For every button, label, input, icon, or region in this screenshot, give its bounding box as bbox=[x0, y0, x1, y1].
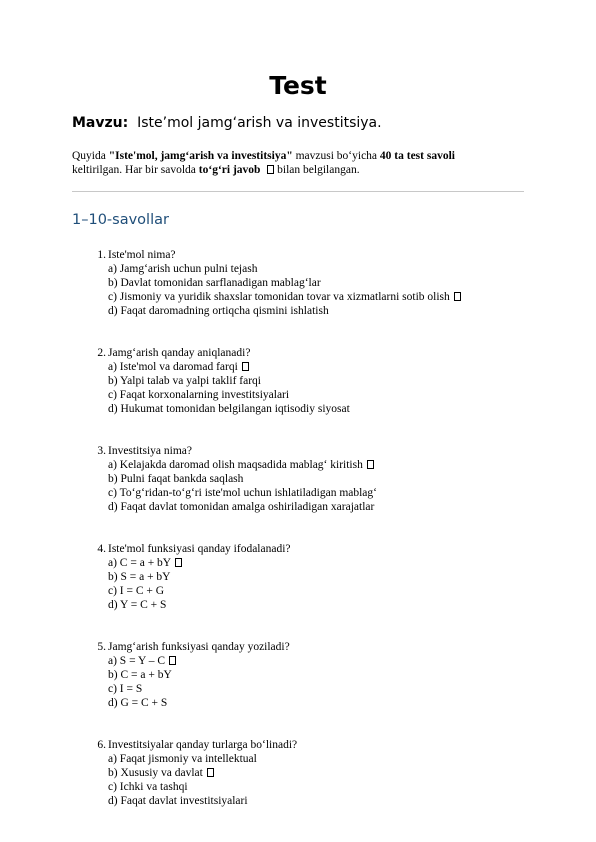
question-number: 4. bbox=[97, 543, 106, 555]
answer-option-text: c) To‘g‘ridan-to‘g‘ri iste'mol uchun ishlatiladigan mablag‘ bbox=[108, 487, 377, 499]
answer-option-text: c) Faqat korxonalarning investitsiyalari bbox=[108, 389, 290, 401]
answer-option bbox=[108, 794, 248, 808]
answer-option-text: a) Jamg‘arish uchun pulni tejash bbox=[108, 263, 258, 275]
answer-option-text: a) Faqat jismoniy va intellektual bbox=[108, 753, 257, 765]
answer-option bbox=[108, 598, 166, 612]
answer-option bbox=[108, 290, 461, 304]
answer-option bbox=[108, 682, 142, 696]
correct-answer-box-icon bbox=[454, 292, 461, 301]
answer-option bbox=[108, 556, 182, 570]
answer-option bbox=[108, 668, 172, 682]
answer-option bbox=[108, 654, 176, 668]
answer-option bbox=[108, 486, 377, 500]
intro-bold-topic: "Iste'mol, jamg‘arish va investitsiya" bbox=[108, 150, 293, 162]
answer-option-text: c) I = C + G bbox=[108, 585, 165, 597]
intro-text: bilan belgilangan. bbox=[274, 164, 360, 176]
answer-option bbox=[108, 374, 261, 388]
correct-answer-box-icon bbox=[207, 768, 214, 777]
answer-option-text: b) Pulni faqat bankda saqlash bbox=[108, 473, 244, 485]
section-heading: 1–10-savollar bbox=[72, 212, 169, 228]
answer-option-text: d) Faqat davlat investitsiyalari bbox=[108, 795, 248, 807]
answer-option bbox=[108, 766, 214, 780]
intro-bold-answer: to‘g‘ri javob bbox=[198, 164, 261, 176]
topic-line bbox=[72, 114, 382, 132]
answer-option-text: a) S = Y – C bbox=[108, 655, 166, 667]
answer-option-text: d) Faqat davlat tomonidan amalga oshiriladigan xarajatlar bbox=[108, 501, 375, 513]
answer-option bbox=[108, 500, 374, 514]
answer-option bbox=[108, 458, 374, 472]
question-number: 5. bbox=[97, 641, 106, 653]
question-text: Jamg‘arish funksiyasi qanday yoziladi? bbox=[108, 641, 290, 653]
topic-label: Mavzu: bbox=[72, 115, 129, 131]
divider bbox=[72, 191, 524, 192]
question-number: 3. bbox=[97, 445, 106, 457]
question-text: Investitsiyalar qanday turlarga bo‘linadi? bbox=[108, 739, 298, 751]
answer-option-text: d) Hukumat tomonidan belgilangan iqtisodiy siyosat bbox=[108, 403, 350, 415]
answer-option bbox=[108, 276, 321, 290]
question-text: Iste'mol funksiyasi qanday ifodalanadi? bbox=[108, 543, 291, 555]
intro-text: mavzusi bo‘yicha bbox=[292, 150, 380, 162]
answer-option-text: b) Xususiy va davlat bbox=[108, 767, 203, 779]
intro-bold-count: 40 ta test savoli bbox=[379, 150, 455, 162]
answer-option bbox=[108, 388, 289, 402]
intro-text: keltirilgan. Har bir savolda bbox=[72, 164, 199, 176]
answer-option-text: b) S = a + bY bbox=[108, 571, 171, 583]
correct-answer-box-icon bbox=[242, 362, 249, 371]
intro-text: Quyida bbox=[72, 150, 109, 162]
answer-option bbox=[108, 360, 249, 374]
answer-option-text: a) Kelajakda daromad olish maqsadida mablag‘ kiritish bbox=[108, 459, 363, 471]
answer-option-text: a) C = a + bY bbox=[108, 557, 172, 569]
intro-line-1 bbox=[72, 149, 532, 163]
answer-option-text: a) Iste'mol va daromad farqi bbox=[108, 361, 238, 373]
question-text: Iste'mol nima? bbox=[108, 249, 176, 261]
answer-option bbox=[108, 780, 188, 794]
answer-option-text: d) Faqat daromadning ortiqcha qismini ishlatish bbox=[108, 305, 329, 317]
topic-value: Iste’mol jamg‘arish va investitsiya. bbox=[137, 115, 382, 131]
answer-option-text: d) G = C + S bbox=[108, 697, 168, 709]
page-title: Test bbox=[269, 71, 327, 100]
question-number: 1. bbox=[97, 249, 106, 261]
question-number: 2. bbox=[97, 347, 106, 359]
question-number: 6. bbox=[97, 739, 106, 751]
answer-option-text: b) Yalpi talab va yalpi taklif farqi bbox=[108, 375, 261, 387]
answer-option bbox=[108, 304, 329, 318]
intro-line-2 bbox=[72, 163, 532, 177]
answer-option bbox=[108, 262, 257, 276]
correct-answer-box-icon bbox=[175, 558, 182, 567]
answer-option-text: c) Ichki va tashqi bbox=[108, 781, 188, 793]
answer-option-text: c) Jismoniy va yuridik shaxslar tomonidan tovar va xizmatlarni sotib olish bbox=[108, 291, 450, 303]
answer-option bbox=[108, 752, 257, 766]
correct-answer-box-icon bbox=[367, 460, 374, 469]
intro-paragraph bbox=[72, 149, 532, 177]
answer-option bbox=[108, 472, 243, 486]
answer-option bbox=[108, 402, 350, 416]
answer-option bbox=[108, 696, 167, 710]
question-text: Jamg‘arish qanday aniqlanadi? bbox=[108, 347, 251, 359]
correct-answer-box-icon bbox=[169, 656, 176, 665]
answer-option-text: d) Y = C + S bbox=[108, 599, 167, 611]
question-text: Investitsiya nima? bbox=[108, 445, 192, 457]
answer-option-text: b) Davlat tomonidan sarflanadigan mablag‘lar bbox=[108, 277, 321, 289]
answer-option bbox=[108, 570, 170, 584]
answer-option-text: c) I = S bbox=[108, 683, 143, 695]
answer-option bbox=[108, 584, 164, 598]
answer-option-text: b) C = a + bY bbox=[108, 669, 172, 681]
